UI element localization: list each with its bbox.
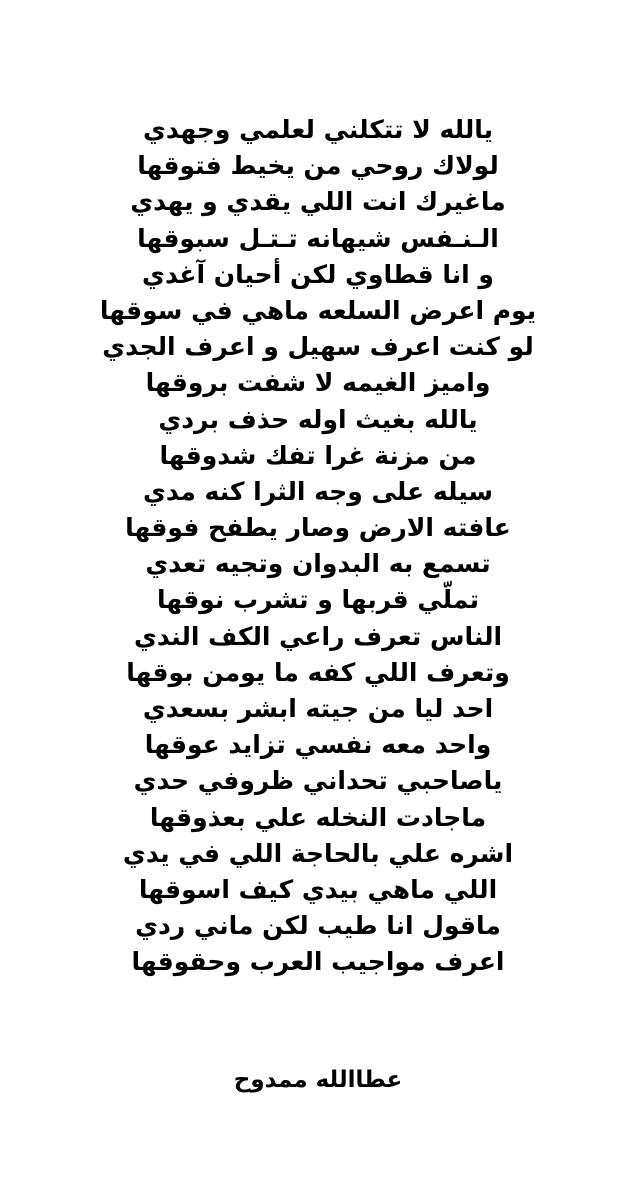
poem-line: ماجادت النخله علي بعذوقها xyxy=(149,802,487,832)
poem-line: تسمع به البدوان وتجيه تعدي xyxy=(145,549,491,579)
poem-line: الناس تعرف راعي الكف الندي xyxy=(133,621,503,651)
author-signature: عطاالله ممدوح xyxy=(233,1067,403,1093)
poem-line: يوم اعرض السلعه ماهي في سوقها xyxy=(99,295,537,325)
poem-line: وتعرف اللي كفه ما يومن بوقها xyxy=(126,657,510,687)
poem-line: سيله على وجه الثرا كنه مدي xyxy=(143,476,493,506)
poem-line: لولاك روحي من يخيط فتوقها xyxy=(137,151,499,181)
poem-line: من مزنة غرا تفك شدوقها xyxy=(159,440,477,470)
poem-lines xyxy=(0,112,636,981)
poem-line: عافته الارض وصار يطفح فوقها xyxy=(125,513,511,543)
poem-line: ماقول انا طيب لكن ماني ردي xyxy=(135,911,501,941)
poem-line: يالله لا تتكلني لعلمي وجهدي xyxy=(143,115,493,144)
poem-line: اعرف مواجيب العرب وحقوقها xyxy=(131,947,505,977)
poem-line: ياصاحبي تحداني ظروفي حدي xyxy=(133,766,503,796)
poem-line: يالله بغيث اوله حذف بردي xyxy=(158,404,478,434)
poem-line: احد ليا من جيته ابشر بسعدي xyxy=(142,694,494,723)
poem-line: لو كنت اعرف سهيل و اعرف الجدي xyxy=(102,332,534,362)
poem-line: اشره علي بالحاجة اللي في يدي xyxy=(122,838,514,868)
poem-line: و انا قطاوي لكن أحيان آغدي xyxy=(142,259,494,289)
poem-line: واميز الغيمه لا شفت بروقها xyxy=(145,368,491,398)
poem-line: واحد معه نفسي تزايد عوقها xyxy=(144,730,492,760)
poem-line: ماغيرك انت اللي يقدي و يهدي xyxy=(130,187,506,217)
poem-line: الـنـفس شيهانه تـتـل سبوقها xyxy=(137,223,499,253)
poem-line: اللي ماهي بيدي كيف اسوقها xyxy=(138,874,498,904)
poem-line: تملّي قربها و تشرب نوقها xyxy=(156,585,480,615)
